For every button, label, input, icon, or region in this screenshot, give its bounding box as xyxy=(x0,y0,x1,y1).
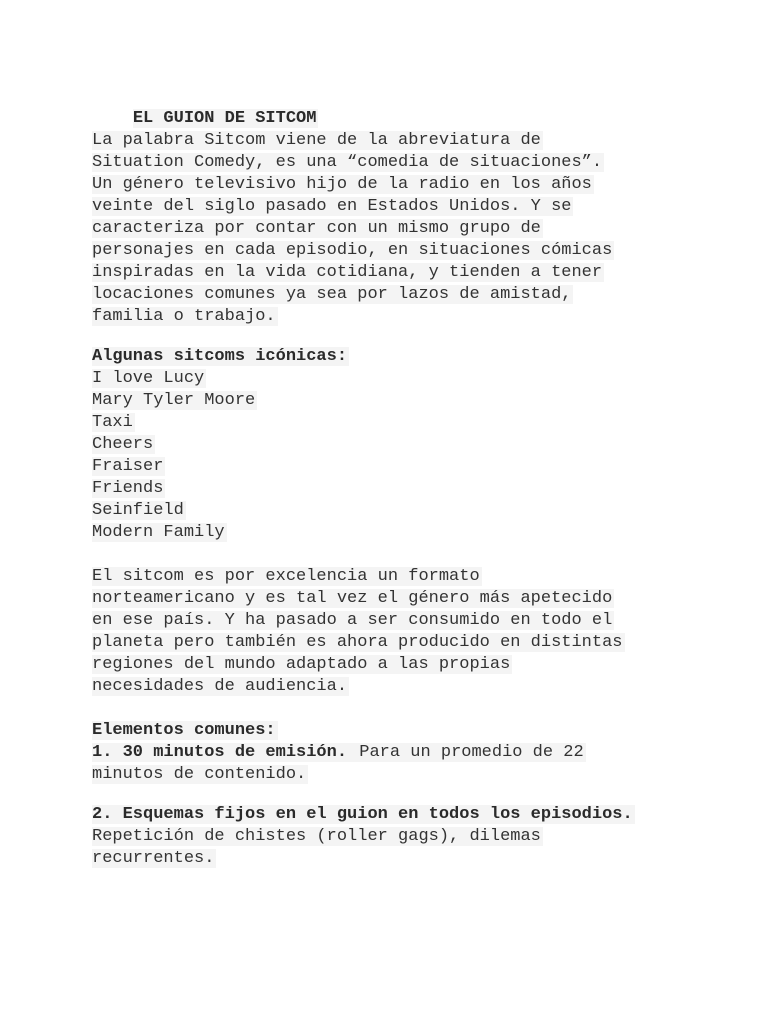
intro-line: La palabra Sitcom viene de la abreviatura de xyxy=(92,131,541,150)
elements-heading: Elementos comunes: xyxy=(92,721,276,740)
para2-line: regiones del mundo adaptado a las propias xyxy=(92,655,511,674)
sitcom-item: I love Lucy xyxy=(92,369,205,388)
element-1-title: 1. 30 minutos de emisión. xyxy=(92,743,348,762)
intro-paragraph xyxy=(92,130,732,328)
element-1-text-cont: minutos de contenido. xyxy=(92,765,307,784)
para2-line: en ese país. Y ha pasado a ser consumido en todo el xyxy=(92,611,613,630)
title-text: EL GUION DE SITCOM xyxy=(132,109,317,128)
document-title xyxy=(92,86,732,128)
sitcom-item: Fraiser xyxy=(92,457,164,476)
intro-line: Situation Comedy, es una “comedia de situaciones”. xyxy=(92,153,603,172)
sitcom-item: Seinfield xyxy=(92,501,184,520)
intro-line: inspiradas en la vida cotidiana, y tienden a tener xyxy=(92,263,603,282)
sitcom-item: Cheers xyxy=(92,435,154,454)
element-2-text-cont: recurrentes. xyxy=(92,849,215,868)
intro-line: Un género televisivo hijo de la radio en los años xyxy=(92,175,592,194)
intro-line: personajes en cada episodio, en situaciones cómicas xyxy=(92,241,613,260)
element-2-title: 2. Esquemas fijos en el guion en todos los episodios. xyxy=(92,805,633,824)
sitcom-item: Modern Family xyxy=(92,523,225,542)
sitcom-item: Taxi xyxy=(92,413,133,432)
element-1-text: Para un promedio de 22 xyxy=(349,743,584,762)
elements-section xyxy=(92,720,732,870)
sitcom-item: Friends xyxy=(92,479,164,498)
sitcom-item: Mary Tyler Moore xyxy=(92,391,256,410)
sitcoms-heading: Algunas sitcoms icónicas: xyxy=(92,347,348,366)
document-page xyxy=(92,86,732,870)
element-2-text: Repetición de chistes (roller gags), dilemas xyxy=(92,827,541,846)
para2-line: necesidades de audiencia. xyxy=(92,677,348,696)
intro-line: caracteriza por contar con un mismo grupo de xyxy=(92,219,541,238)
para2-line: planeta pero también es ahora producido en distintas xyxy=(92,633,623,652)
intro-line: locaciones comunes ya sea por lazos de amistad, xyxy=(92,285,572,304)
para2-line: El sitcom es por excelencia un formato xyxy=(92,567,480,586)
second-paragraph xyxy=(92,566,732,698)
sitcoms-section xyxy=(92,346,732,544)
intro-line: familia o trabajo. xyxy=(92,307,276,326)
intro-line: veinte del siglo pasado en Estados Unidos. Y se xyxy=(92,197,572,216)
para2-line: norteamericano y es tal vez el género más apetecido xyxy=(92,589,613,608)
